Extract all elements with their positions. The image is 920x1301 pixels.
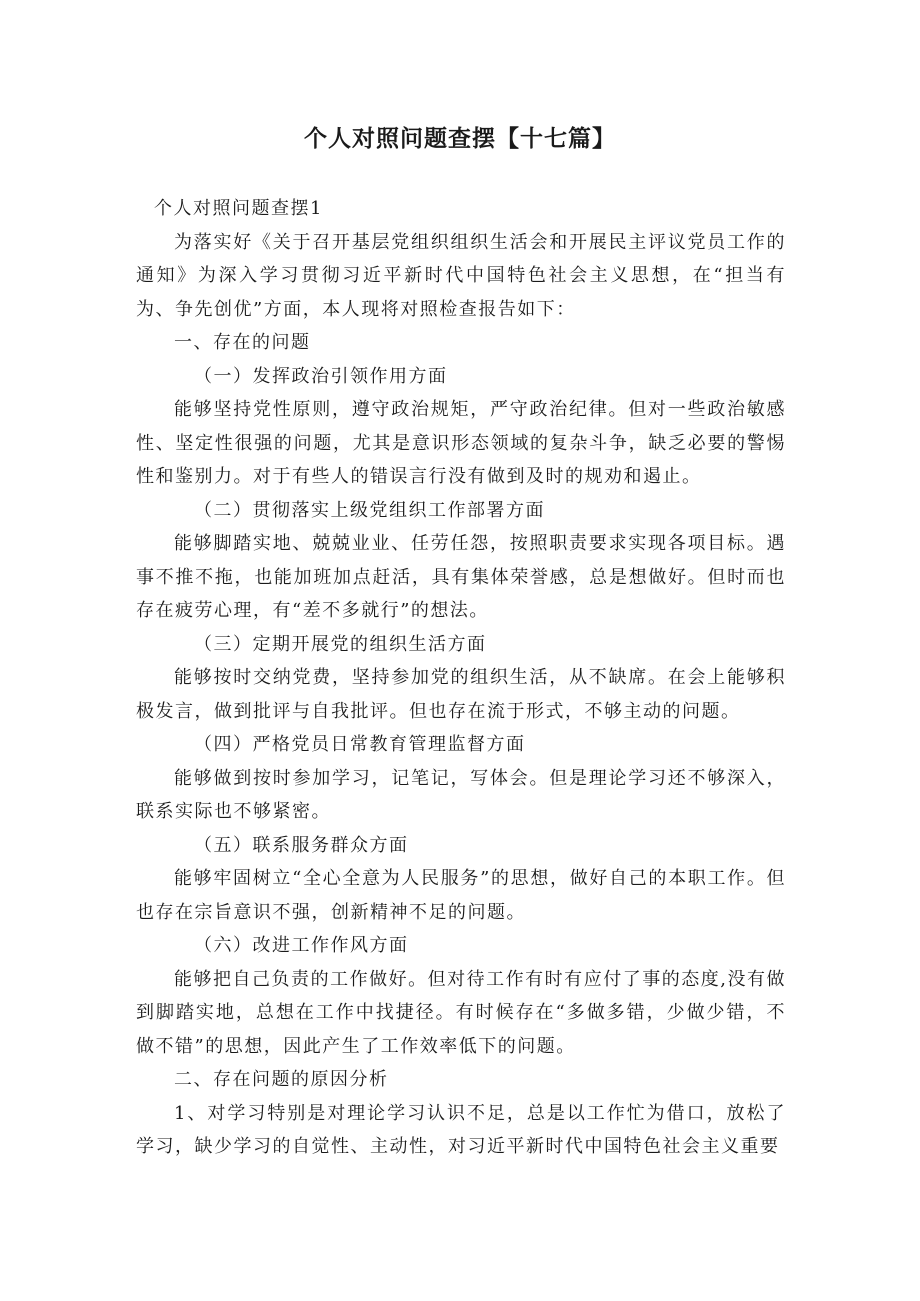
subheading-implementation: （二）贯彻落实上级党组织工作部署方面 bbox=[194, 499, 545, 521]
paragraph-education-management: 能够做到按时参加学习，记笔记，写体会。但是理论学习还不够深入，联系实际也不够紧密。 bbox=[136, 767, 786, 822]
paragraph-cause-1: 1、对学习特别是对理论学习认识不足，总是以工作忙为借口，放松了学习，缺少学习的自觉性、主动性，对习近平新时代中国特色社会主义重要 bbox=[136, 1102, 786, 1157]
heading-cause-analysis: 二、存在问题的原因分析 bbox=[174, 1069, 389, 1090]
subheading-work-style: （六）改进工作作风方面 bbox=[194, 935, 409, 956]
document-title: 个人对照问题查摆【十七篇】 bbox=[304, 126, 616, 152]
subheading-education-management: （四）严格党员日常教育管理监督方面 bbox=[194, 734, 526, 755]
paragraph-political-leadership: 能够坚持党性原则，遵守政治规矩，严守政治纪律。但对一些政治敏感性、坚定性很强的问题，尤其是意识形态领域的复杂斗争，缺乏必要的警惕性和鉴别力。对于有些人的错误言行没有做到及时的规劝和遏止。 bbox=[136, 399, 786, 487]
document-body bbox=[136, 192, 786, 1164]
subheading-serving-masses: （五）联系服务群众方面 bbox=[194, 834, 409, 856]
heading-existing-problems: 一、存在的问题 bbox=[174, 332, 311, 353]
subheading-organization-life: （三）定期开展党的组织生活方面 bbox=[194, 633, 487, 655]
paragraph-serving-masses: 能够牢固树立“全心全意为人民服务”的思想，做好自己的本职工作。但也存在宗旨意识不强，创新精神不足的问题。 bbox=[136, 868, 786, 923]
section-subtitle: 个人对照问题查摆1 bbox=[154, 198, 323, 219]
paragraph-implementation: 能够脚踏实地、兢兢业业、任劳任怨，按照职责要求实现各项目标。遇事不推不拖，也能加班加点赶活，具有集体荣誉感，总是想做好。但时而也存在疲劳心理，有“差不多就行”的想法。 bbox=[136, 533, 786, 621]
paragraph-intro: 为落实好《关于召开基层党组织组织生活会和开展民主评议党员工作的通知》为深入学习贯彻习近平新时代中国特色社会主义思想，在“担当有为、争先创优”方面，本人现将对照检查报告如下： bbox=[136, 231, 786, 320]
subheading-political-leadership: （一）发挥政治引领作用方面 bbox=[194, 365, 448, 387]
paragraph-work-style: 能够把自己负责的工作做好。但对待工作有时有应付了事的态度,没有做到脚踏实地，总想在工作中找捷径。有时候存在“多做多错，少做少错，不做不错”的思想，因此产生了工作效率低下的问题。 bbox=[136, 968, 786, 1057]
paragraph-organization-life: 能够按时交纳党费，坚持参加党的组织生活，从不缺席。在会上能够积极发言，做到批评与自我批评。但也存在流于形式，不够主动的问题。 bbox=[136, 667, 786, 722]
